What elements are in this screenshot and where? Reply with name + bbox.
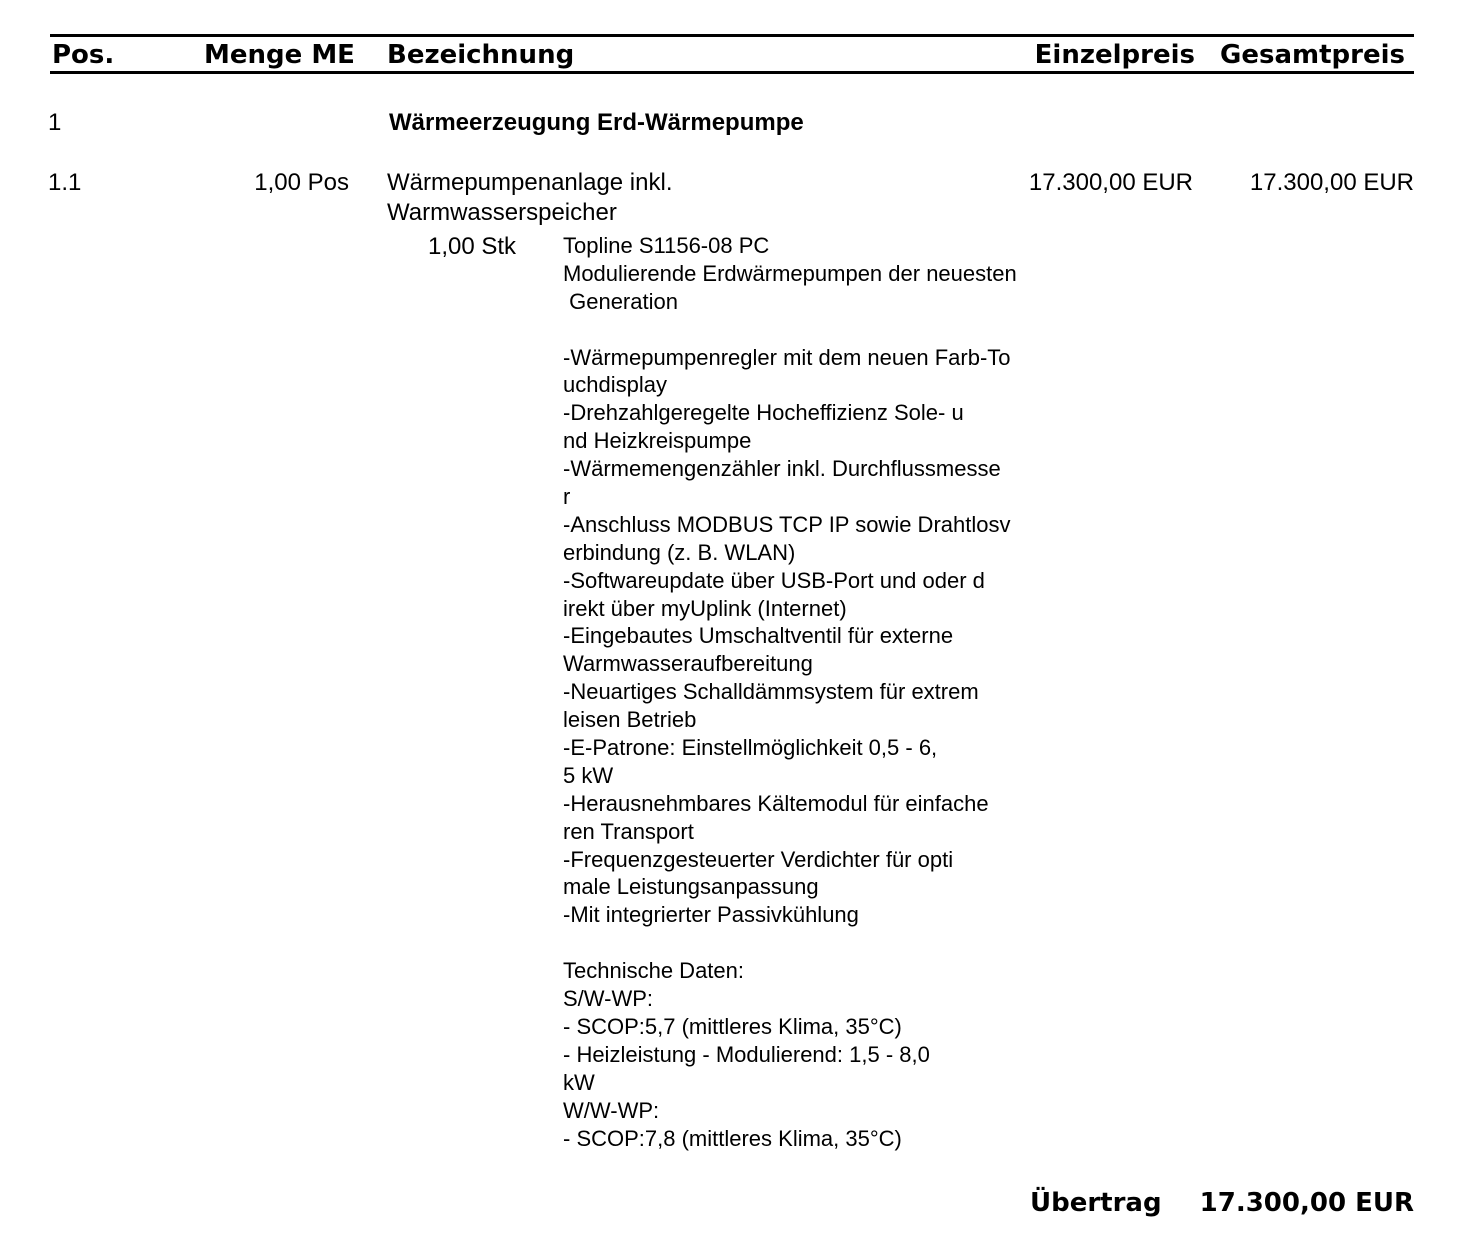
- description-line: r: [563, 484, 571, 510]
- header-einzelpreis: Einzelpreis: [1034, 40, 1195, 70]
- item-menge: 1,00 Pos: [254, 169, 349, 196]
- description-line: irekt über myUplink (Internet): [563, 595, 847, 621]
- description-line: -E-Patrone: Einstellmöglichkeit 0,5 - 6,: [563, 735, 938, 761]
- description-line: -Eingebautes Umschaltventil für externe: [563, 623, 954, 649]
- section-title: Wärmeerzeugung Erd-Wärmepumpe: [389, 109, 804, 136]
- header-gesamtpreis: Gesamtpreis: [1220, 40, 1405, 70]
- description-line: Generation: [563, 288, 678, 314]
- description-line: leisen Betrieb: [563, 707, 697, 733]
- footer-value: 17.300,00 EUR: [1199, 1188, 1414, 1218]
- description-line: Technische Daten:: [563, 958, 744, 984]
- description-line: uchdisplay: [563, 372, 667, 398]
- description-line: S/W-WP:: [563, 986, 654, 1012]
- description-line: -Herausnehmbares Kältemodul für einfache: [563, 790, 989, 816]
- description-line: -Wärmemengenzähler inkl. Durchflussmesse: [563, 456, 1001, 482]
- item-title-line1: Wärmepumpenanlage inkl.: [387, 169, 673, 196]
- description-line: nd Heizkreispumpe: [563, 428, 752, 454]
- description-line: Warmwasseraufbereitung: [563, 651, 813, 677]
- description-line: [563, 929, 1017, 957]
- header-top-rule: [50, 34, 1414, 37]
- description-line: - SCOP:7,8 (mittleres Klima, 35°C): [563, 1125, 902, 1151]
- item-einzelpreis: 17.300,00 EUR: [1028, 169, 1193, 196]
- description-line: kW: [563, 1069, 595, 1095]
- header-menge-me: Menge ME: [204, 40, 355, 70]
- description-line: [563, 316, 1017, 344]
- description-line: -Drehzahlgeregelte Hocheffizienz Sole- u: [563, 400, 964, 426]
- item-title-line2: Warmwasserspeicher: [387, 199, 617, 226]
- header-bezeichnung: Bezeichnung: [387, 40, 575, 70]
- description-line: -Mit integrierter Passivkühlung: [563, 902, 859, 928]
- description-line: W/W-WP:: [563, 1097, 660, 1123]
- description-line: Topline S1156-08 PC: [563, 233, 770, 258]
- item-gesamtpreis: 17.300,00 EUR: [1249, 169, 1414, 196]
- footer-label: Übertrag: [1030, 1188, 1162, 1218]
- item-sub-menge: 1,00 Stk: [428, 233, 517, 260]
- item-pos: 1.1: [48, 169, 82, 196]
- header-pos: Pos.: [52, 40, 115, 70]
- description-line: 5 kW: [563, 762, 614, 788]
- section-pos: 1: [48, 109, 62, 136]
- description-line: -Anschluss MODBUS TCP IP sowie Drahtlosv: [563, 511, 1011, 537]
- description-line: - Heizleistung - Modulierend: 1,5 - 8,0: [563, 1041, 930, 1067]
- description-line: - SCOP:5,7 (mittleres Klima, 35°C): [563, 1013, 902, 1039]
- description-line: -Softwareupdate über USB-Port und oder d: [563, 567, 985, 593]
- description-line: Modulierende Erdwärmepumpen der neuesten: [563, 260, 1017, 286]
- description-line: -Neuartiges Schalldämmsystem für extrem: [563, 679, 979, 705]
- item-description: [563, 232, 1017, 1152]
- header-bottom-rule: [50, 71, 1414, 74]
- description-line: -Wärmepumpenregler mit dem neuen Farb-To: [563, 344, 1011, 370]
- description-line: erbindung (z. B. WLAN): [563, 539, 796, 565]
- description-line: -Frequenzgesteuerter Verdichter für opti: [563, 846, 954, 872]
- description-line: male Leistungsanpassung: [563, 874, 819, 900]
- description-line: ren Transport: [563, 818, 694, 844]
